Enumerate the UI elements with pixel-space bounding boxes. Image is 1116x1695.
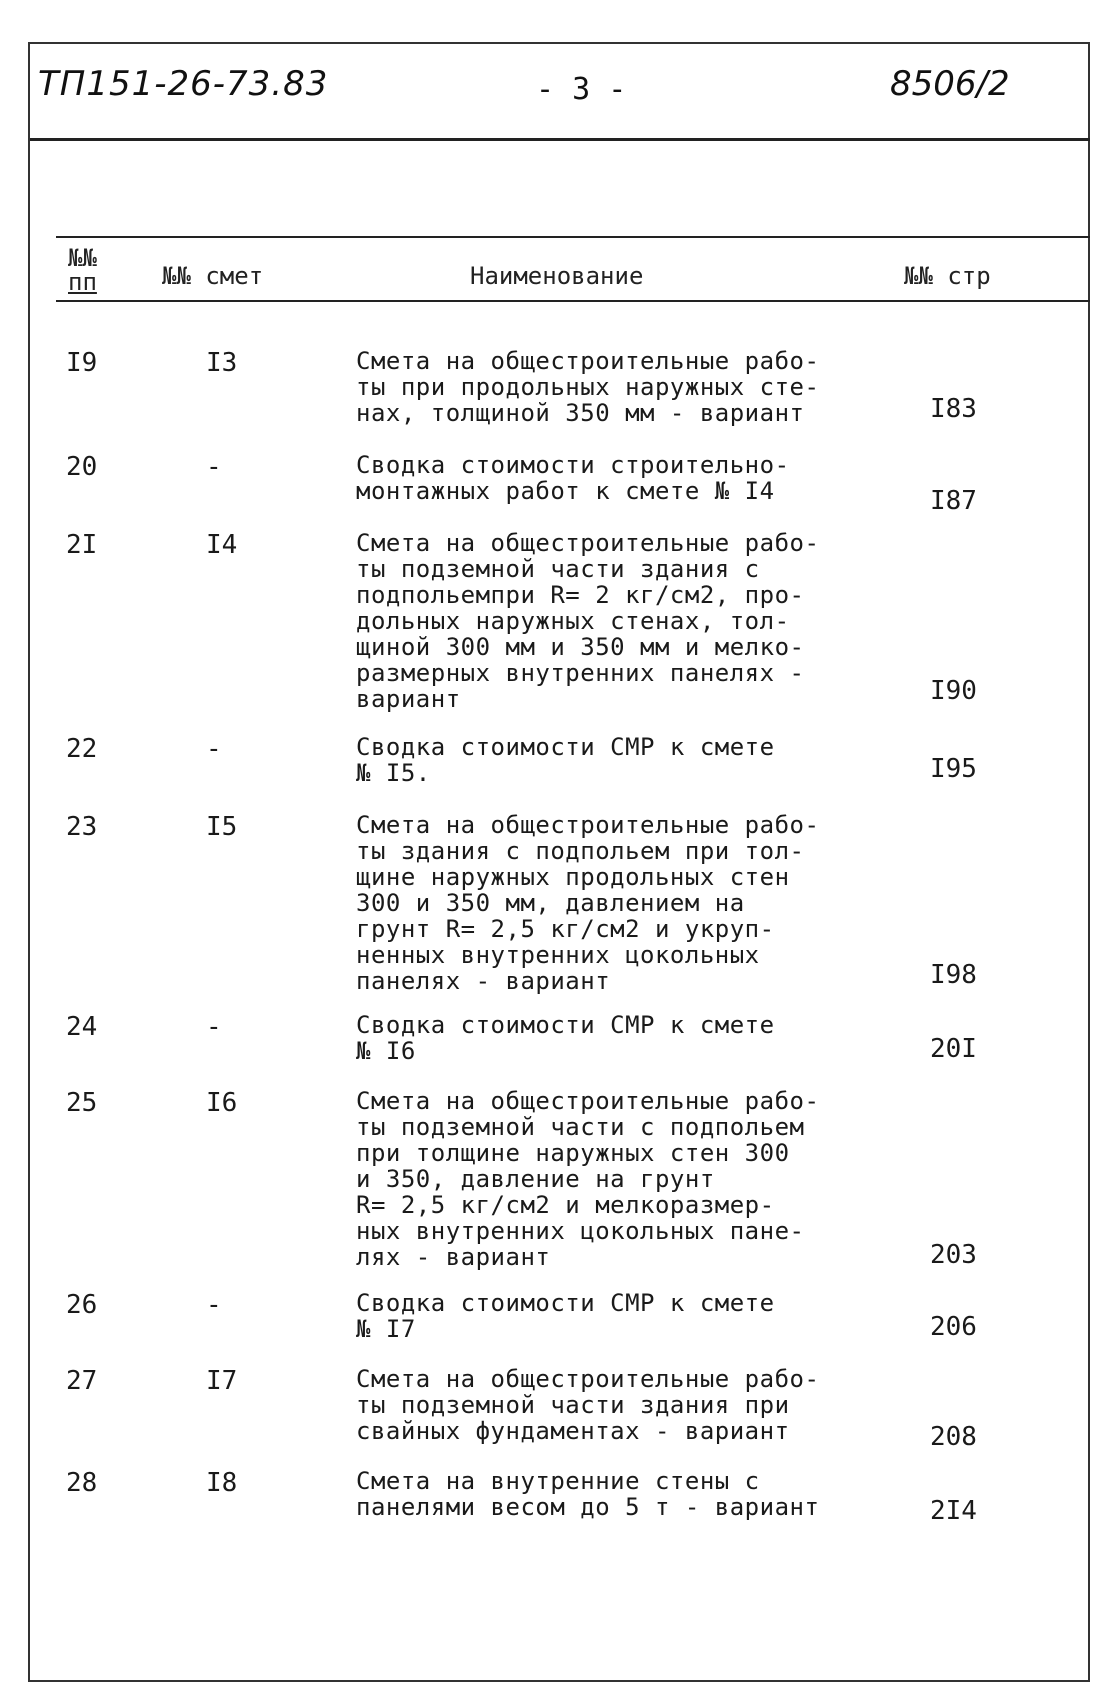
row-name: Сводка стоимости СМР к смете № I5.	[356, 733, 775, 787]
column-header-estimate: №№ смет	[162, 262, 264, 290]
row-estimate: -	[206, 452, 222, 482]
row-estimate: -	[206, 1290, 222, 1320]
page-number: - 3 -	[536, 72, 627, 107]
row-name: Смета на общестроительные рабо- ты здания с подпольем при тол- щине наружных продольных стен 300 и 350 мм, давлением на грунт R= 2,5 кг/см2 и укруп- ненных внутренних цокольных панелях - вариант	[356, 811, 820, 995]
row-number: 26	[66, 1290, 98, 1320]
row-number: 22	[66, 734, 98, 764]
row-number: 27	[66, 1366, 98, 1396]
row-name: Смета на общестроительные рабо- ты подземной части с подпольем при толщине наружных стен 300 и 350, давление на грунт R= 2,5 кг/см2 и мелкоразмер- ных внутренних цокольных пане- лях - вариант	[356, 1087, 820, 1271]
row-name: Сводка стоимости СМР к смете № I6	[356, 1011, 775, 1065]
row-name: Смета на общестроительные рабо- ты подземной части здания с подпольемпри R= 2 кг/см2, про- дольных наружных стенах, тол- щиной 300 мм и 350 мм и мелко- размерных внутренних панелях - вариант	[356, 529, 820, 713]
row-page: 2I4	[930, 1496, 977, 1526]
table-header-top-rule	[56, 236, 1090, 238]
column-header-number-top: №№	[68, 244, 97, 272]
row-page: I98	[930, 960, 977, 990]
row-number: 28	[66, 1468, 98, 1498]
header-divider	[30, 138, 1090, 141]
row-estimate: -	[206, 1012, 222, 1042]
row-name: Сводка стоимости СМР к смете № I7	[356, 1289, 775, 1343]
row-number: 24	[66, 1012, 98, 1042]
row-number: 23	[66, 812, 98, 842]
row-page: 203	[930, 1240, 977, 1270]
row-number: 25	[66, 1088, 98, 1118]
column-header-number-bottom: пп	[68, 268, 97, 296]
row-name: Смета на общестроительные рабо- ты подземной части здания при свайных фундаментах - вариант	[356, 1365, 820, 1445]
row-page: 206	[930, 1312, 977, 1342]
row-estimate: I6	[206, 1088, 238, 1118]
row-estimate: -	[206, 734, 222, 764]
row-number: 2I	[66, 530, 98, 560]
sheet-code: 8506/2	[890, 64, 1010, 104]
row-number: I9	[66, 348, 98, 378]
column-header-name: Наименование	[470, 262, 644, 290]
table-header-bottom-rule	[56, 300, 1090, 302]
column-header-number	[68, 246, 128, 294]
row-name: Смета на общестроительные рабо- ты при продольных наружных сте- нах, толщиной 350 мм - вариант	[356, 347, 820, 427]
row-page: I95	[930, 754, 977, 784]
row-name: Смета на внутренние стены с панелями весом до 5 т - вариант	[356, 1467, 820, 1521]
row-number: 20	[66, 452, 98, 482]
row-page: I83	[930, 394, 977, 424]
row-page: I90	[930, 676, 977, 706]
row-page: 208	[930, 1422, 977, 1452]
column-header-page: №№ стр	[904, 262, 991, 290]
row-estimate: I7	[206, 1366, 238, 1396]
row-estimate: I8	[206, 1468, 238, 1498]
document-code: ТП151-26-73.83	[38, 64, 329, 104]
row-page: 20I	[930, 1034, 977, 1064]
row-estimate: I5	[206, 812, 238, 842]
row-estimate: I4	[206, 530, 238, 560]
row-name: Сводка стоимости строительно- монтажных работ к смете № I4	[356, 451, 790, 505]
row-estimate: I3	[206, 348, 238, 378]
row-page: I87	[930, 486, 977, 516]
